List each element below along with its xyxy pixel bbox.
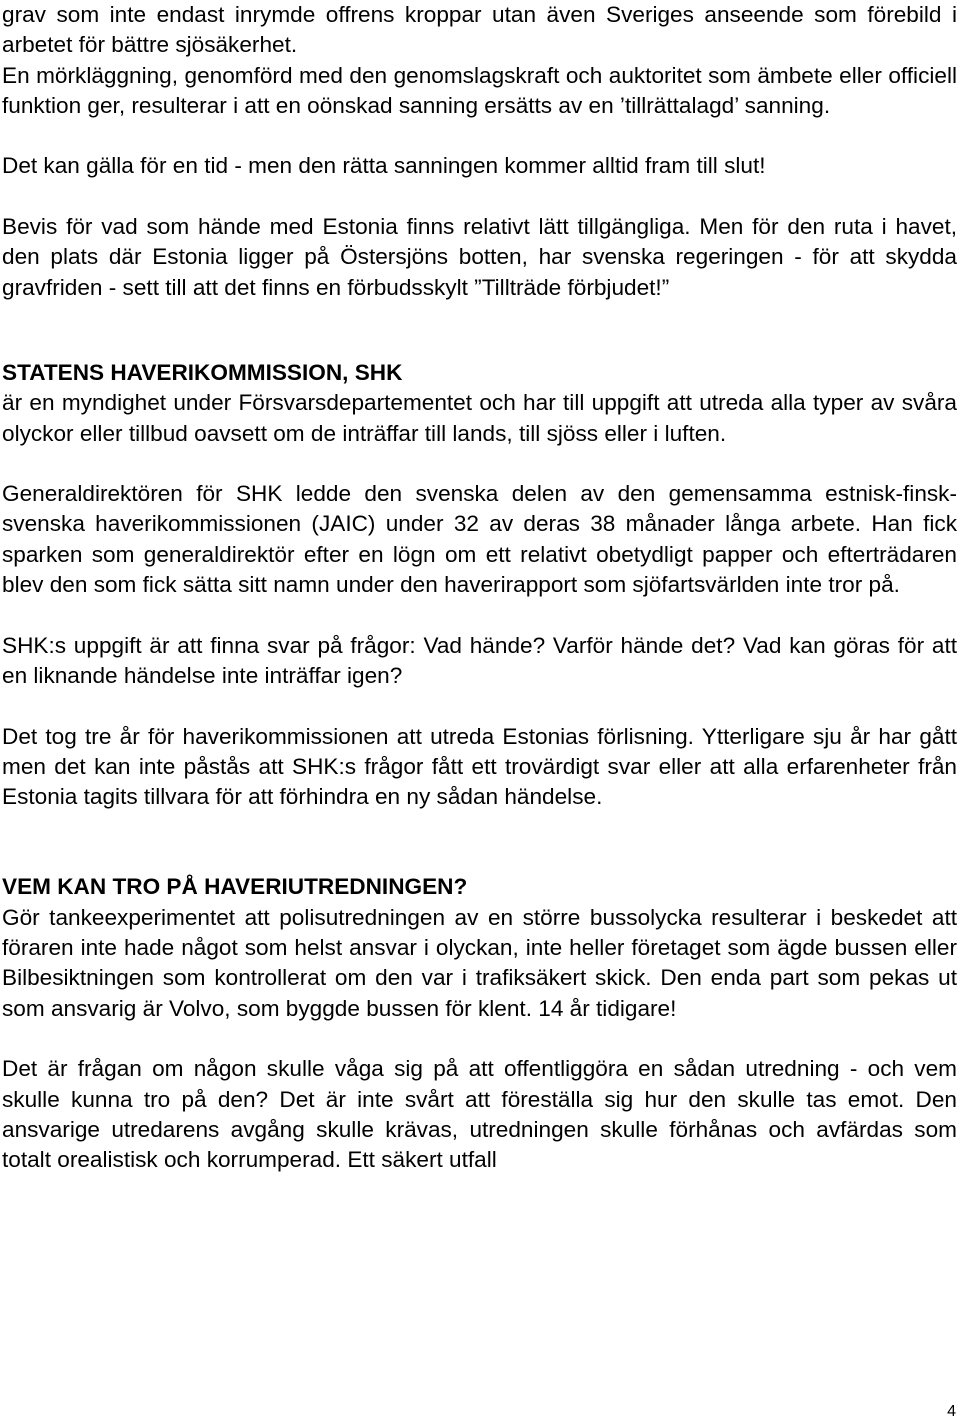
paragraph-shk-description: är en myndighet under Försvarsdepartementet och har till uppgift att utreda alla typer av svåra olyckor eller tillbud oavsett om de inträffar till lands, till sjöss eller i luften. <box>2 390 957 446</box>
paragraph-shk-task: SHK:s uppgift är att finna svar på frågor: Vad hände? Varför hände det? Vad kan göras för att en liknande händelse inte inträffar igen? <box>2 632 957 688</box>
heading-shk: STATENS HAVERIKOMMISSION, SHK <box>2 359 403 385</box>
paragraph-director-general: Generaldirektören för SHK ledde den svenska delen av den gemensamma estnisk-finsk-svenska haverikommissionen (JAIC) under 32 av deras 38 månader långa arbete. Han fick sparken som generaldirektör efter en lögn om ett relativt obetydligt papper och efterträdaren blev den som fick sätta sitt namn under den haverirapport som sjöfartsvärlden inte tror på. <box>2 481 957 598</box>
paragraph-truth: Det kan gälla för en tid - men den rätta sanningen kommer alltid fram till slut! <box>2 153 766 179</box>
paragraph-investigation-time: Det tog tre år för haverikommissionen att utreda Estonias förlisning. Ytterligare sju år har gått men det kan inte påstås att SHK:s frågor fått ett trovärdigt svar eller att alla erfarenheter från Estonia tagits tillvara för att förhindra en ny sådan händelse. <box>2 723 957 810</box>
paragraph-thought-experiment: Gör tankeexperimentet att polisutredningen av en större bussolycka resulterar i beskedet att föraren inte hade något som helst ansvar i olyckan, inte heller företaget som ägde bussen eller Bilbesiktningen som kontrollerat om den var i trafiksäkert skick. Den enda part som pekas ut som ansvarig är Volvo, som byggde bussen för klent. 14 år tidigare! <box>2 904 957 1021</box>
paragraph-publish-question: Det är frågan om någon skulle våga sig på att offentliggöra en sådan utredning - och vem skulle kunna tro på den? Det är inte svårt att föreställa sig hur den skulle tas emot. Den ansvarige utredarens avgång skulle krävas, utredningen skulle förhånas och avfärdas som totalt orealistisk och korrumperad. Ett säkert utfall <box>2 1056 957 1173</box>
heading-who-can-believe: VEM KAN TRO PÅ HAVERIUTREDNINGEN? <box>2 874 468 900</box>
page-number: 4 <box>947 1403 956 1420</box>
paragraph-evidence: Bevis för vad som hände med Estonia finns relativt lätt tillgängliga. Men för den ruta i havet, den plats där Estonia ligger på Östersjöns botten, har svenska regeringen - för att skydda gravfriden - sett till att det finns en förbudsskylt ”Tillträde förbjudet!” <box>2 214 957 300</box>
document-page <box>2 0 957 1175</box>
paragraph-intro-continued: grav som inte endast inrymde offrens kroppar utan även Sveriges anseende som förebild i arbetet för bättre sjösäkerhet. <box>2 2 957 58</box>
section-gap <box>2 812 957 872</box>
paragraph-cover-up: En mörkläggning, genomförd med den genomslagskraft och auktoritet som ämbete eller officiell funktion ger, resulterar i att en oönskad sanning ersätts av en ’tillrättalagd’ sanning. <box>2 62 957 118</box>
section-gap <box>2 303 957 358</box>
